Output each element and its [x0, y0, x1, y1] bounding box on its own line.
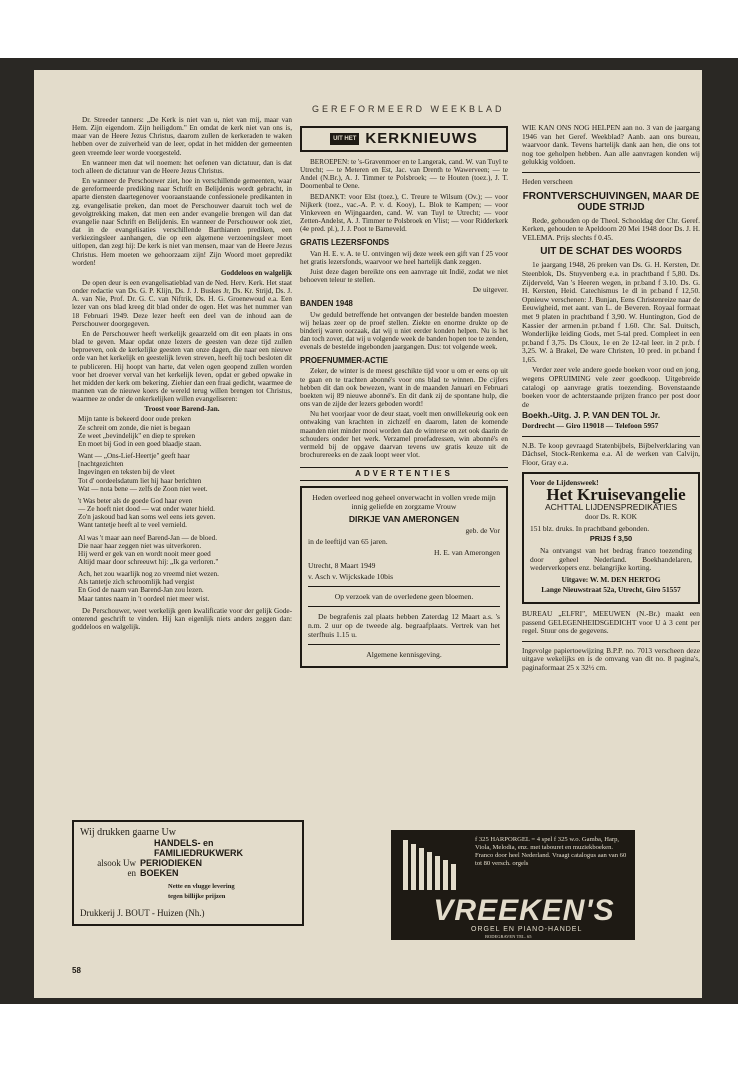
organ-pipes-icon	[397, 836, 467, 892]
death-intro: Heden overleed nog geheel onverwacht in vollen vrede mijn innig geliefde en zorgzame Vrouw	[312, 493, 496, 512]
bedankt-para: BEDANKT: voor Elst (toez.), C. Treure te Wilsum (Ov.); — voor Nijkerk (toez., vac.-A. P. v. d. Kooy), L. Blok te Kampen; — voor Vinkeveen en Wijngaarden, cand. W. van Tuyl te Utrecht; — voor Zetten-Andelst, A. J. Timmer te Polsbroek en Vlist; — voor Ridderkerk (4e pred. pl.), J. J. Poot te Barneveld.	[300, 192, 508, 234]
druk-line: PERIODIEKEN	[140, 858, 203, 868]
divider	[308, 586, 500, 587]
vreeken-logo: VREEKEN'S	[433, 894, 615, 927]
intro-para: En wanneer men dat wil noemen: het oefenen van dictatuur, dan is dat toch alleen de dictatuur van de Heere Jezus Christus.	[72, 158, 292, 175]
section-heading-goddeloos: Goddeloos en walgelijk	[220, 268, 292, 277]
column-1	[72, 116, 292, 633]
vreeken-text: f 325 HARPORGEL = 4 spel f 325 w.o. Gamba, Harp, Viola, Melodia, enz. met tabouret en muziekboeken. Franco door heel Nederland. Vraagt catalogus aan van 60 tot 80 versch. orgels	[475, 836, 627, 867]
druk-line: FAMILIEDRUKWERK	[154, 848, 243, 858]
vreeken-location: BODEGRAVEN TEL. 65	[485, 934, 532, 939]
death-place: Utrecht, 8 Maart 1949	[308, 561, 376, 571]
kruis-addr: Lange Nieuwstraat 52a, Utrecht, Giro 51557	[541, 585, 681, 595]
nb-notice: N.B. Te koop gevraagd Statenbijbels, Bijbelverklaring van Dächsel, Stock-Renkema e.a. Al de werken van Calvijn, Floor, Gray e.a.	[522, 440, 700, 467]
gratis-para: Juist deze dagen bereikte ons een aanvrage uit Indië, zodat we niet behoeven teleur te stellen.	[300, 267, 508, 285]
divider	[308, 606, 500, 607]
poem-stanza: 't Was beter als de goede God haar even — Ze hoeft niet dood — wat onder water hield. Zo'n jaskoud bad kan soms wel eens iets geven. Want tantetje heeft al te veel vernield.	[78, 496, 216, 530]
schat-title: UIT DE SCHAT DES WOORDS	[540, 246, 682, 258]
kruis-voor: Voor de Lijdensweek!	[530, 478, 599, 488]
poem-stanza: Al was 't maar aan neef Barend-Jan — de bloed. Die naar haar zeggen niet was uitverkoren. Hij werd er gek van en wordt nooit meer goed Altijd maar door schreeuwt hij: „Ik ga verloren."	[78, 533, 219, 566]
druk-line: BOEKEN	[140, 868, 179, 878]
poem-stanza: Mijn tante is bekeerd door oude preken Ze schreit om zonde, die niet is begaan Ze weet „bevindelijk" en diep te spreken En moet bij God in een goed blaadje staan.	[78, 415, 202, 448]
kruis-prijs: PRIJS f 3,50	[589, 534, 633, 544]
beroepen-para: BEROEPEN: te 's-Gravenmoer en te Langerak, cand. W. van Tuyl te Utrecht; — te Meteren en Est, Jac. van Drenth te Wawerveen; — te Andel (N.Br.), A. J. Timmer te Polsbroek; — te Houten (toez.), J. T. Doornenbal te Oene.	[300, 158, 508, 191]
column-3	[522, 124, 700, 675]
divider	[522, 172, 700, 173]
page-number: 58	[72, 966, 81, 975]
column-2	[300, 126, 508, 673]
vreeken-subtitle: ORGEL EN PIANO-HANDEL	[471, 926, 583, 933]
death-notice-footer: Algemene kennisgeving.	[366, 650, 442, 660]
closing-para: De Perschouwer, weet werkelijk geen kwalificatie voor der gelijk Gode-onterend geschrift te vinden. Hij kan eigenlijk niets anders zeggen dan: goddeloos en walgelijk.	[72, 606, 292, 632]
druk-line: Wij drukken gaarne Uw	[80, 827, 176, 838]
druk-line: Nette en vlugge levering	[168, 883, 235, 890]
kerknieuws-header	[300, 126, 508, 152]
kruis-uitgave: Uitgave: W. M. DEN HERTOG	[561, 574, 661, 584]
divider	[522, 436, 700, 437]
masthead: GEREFORMEERD WEEKBLAD	[312, 104, 505, 114]
signature: De uitgever.	[472, 286, 508, 295]
kruis-na: Na ontvangst van het bedrag franco toezending door geheel Nederland. Boekhandelaren, wederverkopers enz. belangrijke korting.	[530, 545, 692, 573]
front-title: FRONTVERSCHUIVINGEN, MAAR DE OUDE STRIJD	[522, 190, 700, 213]
poem-stanza: Ach, het zou waarlijk nog zo vreemd niet wezen. Als tantetje zich schroomlijk had vergist En God de naam van Barend-Jan zou lezen. Maar tantes naam in 't oordeel niet meer wist.	[78, 570, 219, 603]
kerknieuws-title: KERKNIEUWS	[365, 129, 478, 147]
druk-row	[80, 858, 296, 868]
death-notice	[300, 486, 508, 668]
tol-name: Boekh.-Uitg. J. P. VAN DEN TOL Jr.	[522, 410, 661, 421]
section-heading-proefnummer: PROEFNUMMER-ACTIE	[300, 356, 388, 366]
schat-body: 1e jaargang 1948, 26 preken van Ds. G. H. Kersten, Dr. Steenblok, Ds. Stuyvenberg e.a. in prachtband f 5,80. Ds. Zijderveld, Van 's Heeren wegen, in pr.band f 3.10. Ds. G. H. Kersten, Heid. Catechismus 1e dl in pr.band f 12,50. Opnieuw verschenen: J. Bunjan, Eens Christenreize naar de Eeuwigheid, met aant. van L. de Beveren. Royaal formaat met 9 platen in prachtband f 3,90. W. Huntington, God de Kassier der armen.in pr.band f 1.60. Chr. Sal. Duitsch, Wonderlijke leiding Gods, met 5-tal pred. Compleet in een pr.band f 3,75. Ds Cloux, 1e en 2e 12-tal leer. in 2 pr.b. f 3,25. W. à Brakel, De ware Christen, 10 pred. in pr.band f 1,65.	[522, 260, 700, 364]
intro-para: En wanneer de Perschouwer ziet, hoe in verschillende gemeenten, waar de gereformeerde prediking naar Schrift en Belijdenis wordt gebracht, in aparte diensten daartegenover vooraanstaande confessionele predikanten in zg. evangelisatie preken, dan moet de Perschouwer daaruit toch wel de gevolgtrekking maken, dat men een ander evangelie brengen wil dan dat evangelie naar Schrift en Belijdenis. En wanneer de Perschouwer ook ziet, dat in de evangelisaties verschillende Barthianen prediken, een verkiezingsleer aanhangen, die op een algemene verzoeningsleer moet uitlopen, dan zegt hij: De kerk is niet van mensen, maar van de Heere Jezus Christus. Hem moeten we gehoorzaam zijn! Zijn Woord moet gepredikt worden!	[72, 177, 292, 267]
kruisevangelie-ad	[522, 472, 700, 604]
tol-contact: Dordrecht — Giro 119018 — Telefoon 5957	[522, 421, 659, 431]
papier-notice: Ingevolge papiertoewijzing B.P.P. no. 7013 verscheen deze uitgave wekelijks en is de omvang van dit no. 8 pagina's, paginaformaat 25 x 32½ cm.	[522, 645, 700, 672]
druk-line: tegen billijke prijzen	[168, 893, 226, 900]
death-addr: v. Asch v. Wijckskade 10bis	[308, 572, 394, 582]
goddeloos-para: En de Perschouwer heeft werkelijk geaarzeld om dit een plaats in ons blad te geven. Maar opdat onze lezers de geesten van deze tijd zullen beproeven, ook de kerkelijke geesten van onze dagen, die naar een nieuwe orde van het kerkelijk en geestelijk leven streven, heeft hij toch besloten dit te publiceren. Hij hoopt van harte, dat velen ogen geopend zullen worden voor het droever verval van het kerkelijk leven, opdat er gebed opwake in het midden der kerk om bekering. Ziehier dan een fraai gedicht, waarmee de mannen van de nieuwe koers de wereld terug willen brengen tot Christus, waarmee ze onder de onkerkelijken willen evangeliseren:	[72, 329, 292, 404]
death-age: in de leeftijd van 65 jaren.	[308, 537, 388, 547]
kruis-blz: 151 blz. druks. In prachtband gebonden.	[530, 523, 650, 533]
death-husband: H. E. van Amerongen	[433, 548, 500, 558]
kruis-title: Het Kruisevangelie	[546, 485, 686, 504]
druk-line: alsook Uw	[97, 858, 136, 868]
front-body: Rede, gehouden op de Theol. Schooldag der Chr. Geref. Kerken, gehouden te Apeldoorn 20 Mei 1948 door Ds. J. H. VELEMA. Prijs slechts f 0.45.	[522, 215, 700, 242]
goddeloos-para: De open deur is een evangelisatieblad van de Ned. Herv. Kerk. Het staat onder redactie van Ds. G. P. Klijn, Ds. J. J. Buskes Jr, Ds. Kr. Strijd, Ds. J. A. van Nie, Prof. Dr. G. C. van Niftrik, Ds. H. G. Groenewoud e.a. Een lezer van ons blad kreeg dit blad onder de ogen. Het was het nummer van 18 Februari 1949. Deze lezer heeft een deel van de inhoud aan de Perschouwer doorgegeven.	[72, 278, 292, 328]
section-heading-gratis: GRATIS LEZERSFONDS	[300, 238, 390, 248]
proef-para: Nu het voorjaar voor de deur staat, voelt men onwillekeurig ook een ontwaking van krachten in zichzelf en daarom, laten de komende maanden niet minder mooi worden dan de winterse en zet ook daarin de schouders onder het werk. Verzamel proefadressen, win abonné's en vermeld bij de opgave daarvan tevens uw gratis keuze uit de brochurereeks en de zaak loopt weer vlot.	[300, 410, 508, 459]
druk-row	[80, 868, 296, 878]
vreeken-advertisement	[391, 830, 635, 940]
druk-line: en	[127, 868, 136, 878]
verder-para: Verder zeer vele andere goede boeken voor oud en jong, wegens OPRUIMING vele zeer goedkoop. Uitgebreide catalogi op aanvrage gratis toezending. Bovenstaande boeken voor de achterstaande prijzen franco per post door de	[522, 365, 700, 409]
poem-title: Troost voor Barend-Jan.	[144, 405, 220, 414]
death-burial: De begrafenis zal plaats hebben Zaterdag 12 Maart a.s. 's n.m. 2 uur op de tweede alg. begraafplaats. Vertrek van het sterfhuis 1.15 u.	[308, 612, 500, 640]
kerknieuws-prefix: UIT HET	[330, 133, 359, 145]
section-heading-banden: BANDEN 1948	[300, 299, 353, 309]
wie-notice: WIE KAN ONS NOG HELPEN aan no. 3 van de jaargang 1946 van het Geref. Weekblad? Aanb. aan ons bureau, waarvoor dank. Tevens hartelijk dank aan hen, die ons tot nog toe geholpen hebben. Aan alle aanvragen konden wij gelukkig voldoen.	[522, 123, 700, 167]
proef-para: Zeker, de winter is de meest geschikte tijd voor u om er eens op uit te gaan en te trachten abonné's voor ons blad te winnen. De cijfers hebben dit dan ook bewezen, want in de maanden Januari en Februari boekten wij 89 nieuwe abonné's. En dit dank zij de spontane hulp, die ons van de zijde der lezers geboden wordt!	[300, 367, 508, 409]
druk-line: Drukkerij J. BOUT - Huizen (Nh.)	[80, 908, 205, 918]
advertenties-bar: ADVERTENTIES	[300, 467, 508, 481]
kruis-door: door Ds. R. KOK	[585, 512, 637, 522]
poem-stanza: Want — „Ons-Lief-Heertje" geeft haar [nachtgezichten Ingevingen en teksten bij de vleet Tot d' oordeelsdatum liet hij haar berichten Wat — nota bene — zelfs de Zoon niet weet.	[78, 452, 208, 493]
kruis-sub: ACHTTAL LIJDENSPREDIKATIES	[544, 501, 678, 512]
death-name: DIRKJE VAN AMERONGEN	[348, 514, 460, 525]
divider	[308, 644, 500, 645]
death-request: Op verzoek van de overledene geen bloemen.	[334, 592, 474, 602]
divider	[522, 641, 700, 642]
death-geb: geb. de Vor	[465, 526, 500, 536]
gratis-para: Van H. E. v. A. te U. ontvingen wij deze week een gift van f 25 voor het gratis lezersfonds, waarvoor we heel hartelijk dank zeggen.	[300, 249, 508, 266]
drukkerij-advertisement	[72, 820, 304, 926]
intro-para: Dr. Streeder tanners: „De Kerk is niet van u, niet van mij, maar van Hem. Zijn eigendom. Zijn heiligdom." En omdat de kerk niet van ons is, maar van de Heere Jezus Christus, daarom zullen de kerkeraden te waken hebben over de zuiverheid van de leer, opdat in het midden der gemeenten geen vreemde leer worde voorgesteld.	[72, 116, 292, 157]
banden-para: Uw geduld betreffende het ontvangen der bestelde banden moesten wij helaas zeer op de proef stellen. Ziekte en enorme drukte op de binderij waren oorzaak, dat wij u niet eerder konden helpen. Nu is het dan toch zover, dat wij u volgende week de banden hopen toe te zenden, evenals de bestelde ingebonden jaargangen. Dus: tot volgende week.	[300, 310, 508, 352]
druk-line: HANDELS- en	[154, 838, 214, 848]
heden-label: Heden verscheen	[522, 176, 573, 186]
bureau-ad: BUREAU „ELFRI", MEEUWEN (N.-Br.) maakt een passend GELEGENHEIDSGEDICHT voor U à 3 cent per regel. Stuur ons de gegevens.	[522, 608, 700, 636]
